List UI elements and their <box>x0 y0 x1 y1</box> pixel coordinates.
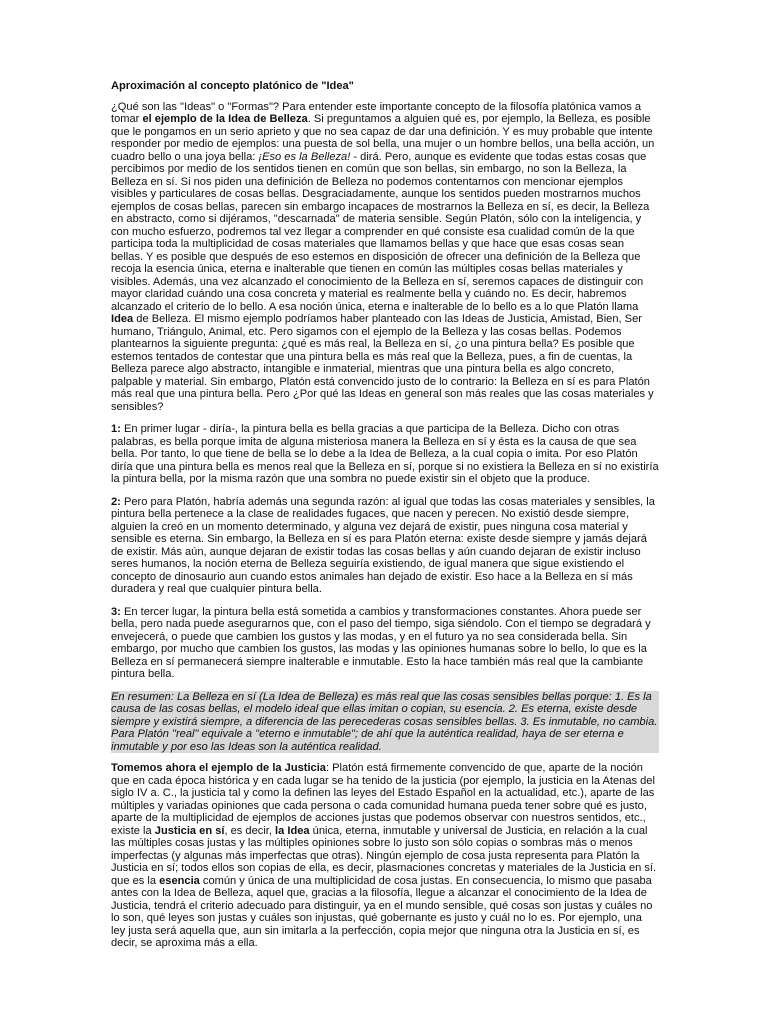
intro-text-2: . Si preguntamos a alguien qué es, por ejemplo, la Belleza, es posible que le pongamos en un serio aprieto y que no sea capaz de dar una definición. Y es muy probable que intente responder por medio de ejemplos: una puesta de sol bella, una mujer o un hombre bellos, una bella acción, un cuadro bello o una joya bella: <box>111 113 655 163</box>
justice-text-1: : Platón está firmemente convencido de que, aparte de la noción que en cada época histórica y en cada lugar se ha tenido de la justicia (por ejemplo, la justicia en la Atenas del siglo IV a. C., la justicia tal y como la definen las leyes del Estado Español en la actualidad, etc.), aparte de las múltiples y variadas opiniones que cada persona o cada comunidad humana pueda tener sobre qué es justo, aparte de la multiplicidad de ejemplos de acciones justas que podemos observar con nuestros sentidos, etc., existe la <box>111 762 655 837</box>
point-2-text: Pero para Platón, habría además una segunda razón: al igual que todas las cosas materiales y sensibles, la pintura bella pertenece a la clase de realidades fugaces, que nacen y perecen. No existió desde siempre, alguien la creó en un momento determinado, y alguna vez dejará de existir, pues ninguna cosa material y sensible es eterna. Sin embargo, la Belleza en sí es para Platón eterna: existe desde siempre y jamás dejará de existir. Más aún, aunque dejaran de existir todas las cosas bellas y aún cuando dejaran de existir incluso seres humanos, la noción eterna de Belleza seguiría existiendo, de igual manera que sigue existiendo el concepto de dinosaurio aun cuando estos animales han dejado de existir. Eso hace a la Belleza en sí más duradera y real que cualquier pintura bella. <box>111 495 655 595</box>
justice-paragraph <box>111 762 659 950</box>
intro-bold-idea: Idea <box>111 313 134 325</box>
intro-text: ¿Qué son las "Ideas" o "Formas"? Para entender este importante concepto de la filosofía platónica vamos a tomar <box>111 100 642 125</box>
intro-paragraph <box>111 101 659 414</box>
point-1-text: En primer lugar - diría-, la pintura bella es bella gracias a que participa de la Belleza. Dicho con otras palabras, es bella porque imita de alguna misteriosa manera la Belleza en sí y ésta es la causa de que sea bella. Por tanto, lo que tiene de bella se lo debe a la Idea de Belleza, a la cual copia o imita. Por eso Platón diría que una pintura bella es menos real que la Belleza en sí, porque si no existiera la Belleza en sí no existiría la pintura bella, por la misma razón que una sombra no puede existir sin el objeto que la produce. <box>111 423 659 485</box>
justice-bold-1: Justicia en sí <box>154 824 225 837</box>
justice-text-2: , es decir, <box>224 824 276 837</box>
intro-text-3: - dirá. Pero, aunque es evidente que todas estas cosas que percibimos por medio de los sentidos tienen en común que son bellas, sin embargo, no son la Belleza, la Belleza en sí. Si nos piden una definición de Belleza no podemos contentarnos con mencionar ejemplos visibles y particulares de cosas bellas. Desgraciadamente, aunque los sentidos pueden mostrarnos muchos ejemplos de cosas bellas, parecen sin embargo incapaces de mostrarnos la Belleza en sí, es decir, la Belleza en abstracto, como si dijéramos, "descarnada" de materia sensible. Según Platón, sólo con la inteligencia, y con mucho esfuerzo, podremos tal vez llegar a comprender en qué consiste esa cualidad común de la que participa toda la multiplicidad de cosas materiales que llamamos bellas y que hace que esas cosas sean bellas. Y es posible que después de eso estemos en disposición de ofrecer una definición de la Belleza que recoja la esencia única, eterna e inalterable que tienen en común las múltiples cosas bellas materiales y visibles. Además, una vez alcanzado el conocimiento de la Belleza en sí, seremos capaces de distinguir con mayor claridad cuándo una cosa concreta y material es realmente bella y cuándo no. Es decir, habremos alcanzado el criterio de lo bello. A esa noción única, eterna e inalterable de lo bello es a lo que Platón llama <box>111 150 650 313</box>
justice-text-4: común y única de una multiplicidad de cosa justas. En consecuencia, lo mismo que pasaba antes con la Idea de Belleza, aquel que, gracias a la filosofía, llegue a alcanzar el conocimiento de la Idea de Justicia, tendrá el criterio adecuado para distinguir, ya en el mundo sensible, qué cosas son justas y cuáles no lo son, qué leyes son justas y cuáles son injustas, qué gobernante es justo y cuál no lo es. Por ejemplo, una ley justa será aquella que, aun sin imitarla a la perfección, copia mejor que ninguna otra la Justicia en sí, es decir, se aproxima más a ella. <box>111 874 653 949</box>
justice-lead: Tomemos ahora el ejemplo de la Justicia <box>111 762 326 774</box>
summary-highlight: En resumen: La Belleza en sí (La Idea de Belleza) es más real que las cosas sensibles bellas porque: 1. Es la causa de las cosas bellas, el modelo ideal que ellas imitan o copian, su esencia. 2. Es eterna, existe desde siempre y existirá siempre, a diferencia de las perecederas cosas sensibles bellas. 3. Es inmutable, no cambia. Para Platón "real" equivale a "eterno e inmutable"; de ahí que la auténtica realidad, haya de ser eterna e inmutable y por eso las Ideas son la auténtica realidad. <box>111 690 658 753</box>
point-2-paragraph <box>111 496 659 596</box>
point-3-text: En tercer lugar, la pintura bella está sometida a cambios y transformaciones constantes. Ahora puede ser bella, pero nada puede asegurarnos que, con el paso del tiempo, siga siéndolo. Con el tiempo se degradará y envejecerá, o puede que cambien los gustos y las modas, y en el futuro ya no sea considerada bella. Sin embargo, por mucho que cambien los gustos, las modas y las opiniones humanas sobre lo bello, lo que es la Belleza en sí permanecerá siempre inalterable e inmutable. Esto la hace también más real que la cambiante pintura bella. <box>111 605 651 680</box>
document-page <box>111 80 659 960</box>
intro-text-4: de Belleza. El mismo ejemplo podríamos haber planteado con las Ideas de Justicia, Amistad, Bien, Ser humano, Triángulo, Animal, etc. Pero sigamos con el ejemplo de la Belleza y las cosas bellas. Podemos plantearnos la siguiente pregunta: ¿qué es más real, la Belleza en sí, ¿o una pintura bella? Es posible que estemos tentados de contestar que una pintura bella es más real que la Belleza, pues, a fin de cuentas, la Belleza parece algo abstracto, intangible e inmaterial, mientras que una pintura bella es algo concreto, palpable y material. Sin embargo, Platón está convencido justo de lo contrario: la Belleza en sí es para Platón más real que una pintura bella. Pero ¿Por qué las Ideas en general son más reales que las cosas materiales y sensibles? <box>111 313 654 413</box>
point-2-number: 2: <box>111 495 121 508</box>
intro-bold: el ejemplo de la Idea de Belleza <box>142 113 308 125</box>
point-1-number: 1: <box>111 423 121 435</box>
justice-bold-2: la Idea <box>275 824 310 837</box>
justice-text-3: única, eterna, inmutable y universal de Justicia, en relación a la cual las múltiples cosas justas y las múltiples opiniones sobre lo justo son sólo copias o sombras más o menos imperfectas (y algunas más imperfectas que otras). Ningún ejemplo de cosa justa representa para Platón la Justicia en sí; todos ellos son copias de ella, es decir, plasmaciones concretas y materiales de la Justicia en sí. que es la <box>111 824 657 887</box>
point-1-paragraph <box>111 423 659 486</box>
intro-italic: ¡Eso es la Belleza! <box>258 150 351 163</box>
justice-bold-3: esencia <box>159 874 200 887</box>
document-title: Aproximación al concepto platónico de "Idea" <box>111 80 354 92</box>
point-3-paragraph <box>111 606 659 681</box>
point-3-number: 3: <box>111 605 121 618</box>
